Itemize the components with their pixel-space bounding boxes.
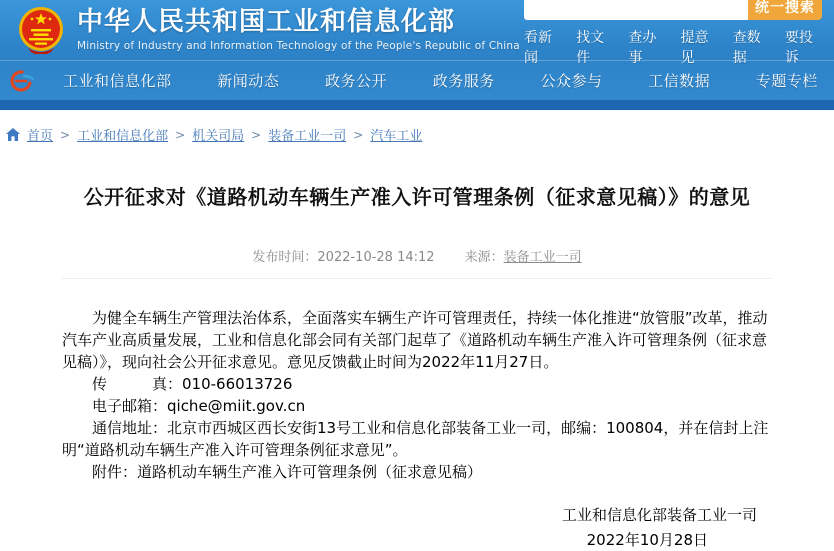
nav-bottom-strip [0, 100, 834, 110]
signature-date: 2022年10月28日 [586, 531, 708, 549]
signature-block [62, 504, 772, 551]
article-body [62, 307, 772, 551]
breadcrumb-separator: > [60, 127, 71, 142]
search-area [524, 0, 822, 67]
quick-link-feedback[interactable]: 提意见 [680, 30, 709, 66]
quick-link-data[interactable]: 查数据 [732, 30, 761, 66]
site-title-group [77, 8, 520, 52]
attachment-link[interactable]: 附件：道路机动车辆生产准入许可管理条例（征求意见稿） [92, 463, 483, 481]
nav-item-news[interactable]: 新闻动态 [217, 72, 280, 90]
miit-logo-icon[interactable] [8, 68, 35, 94]
breadcrumb [0, 110, 834, 154]
site-header [0, 0, 834, 66]
home-icon[interactable] [6, 128, 20, 141]
unified-search-button[interactable]: 统一搜索 [748, 0, 822, 20]
nav-item-miit[interactable]: 工业和信息化部 [63, 72, 172, 90]
quick-link-documents[interactable]: 找文件 [576, 30, 605, 66]
email-line: 电子邮箱：qiche@miit.gov.cn [92, 397, 306, 415]
fax-line: 传 真：010-66013726 [92, 375, 293, 393]
quick-links [524, 27, 822, 67]
nav-item-gov-info[interactable]: 政务公开 [324, 72, 387, 90]
signature-department: 工业和信息化部装备工业一司 [561, 506, 757, 524]
breadcrumb-departments[interactable]: 机关司局 [192, 129, 245, 144]
search-input[interactable] [524, 0, 748, 20]
quick-link-news[interactable]: 看新闻 [524, 30, 552, 66]
paragraph-intro: 为健全车辆生产管理法治体系，全面落实车辆生产许可管理责任，持续一体化推进“放管服”改革，推动汽车产业高质量发展，工业和信息化部会同有关部门起草了《道路机动车辆生产准入许可管理条例（征求意见稿）》，现向社会公开征求意见。意见反馈截止时间为2022年11月27日。 [62, 309, 768, 371]
nav-item-gov-services[interactable]: 政务服务 [432, 72, 495, 90]
quick-link-services[interactable]: 查办事 [628, 30, 657, 66]
national-emblem-icon [18, 6, 64, 54]
breadcrumb-auto-industry[interactable]: 汽车工业 [370, 129, 423, 144]
publish-time-label: 发布时间： [252, 250, 318, 265]
quick-link-complaint[interactable]: 要投诉 [784, 30, 813, 66]
site-title[interactable]: 中华人民共和国工业和信息化部 [77, 7, 456, 38]
site-subtitle-en: Ministry of Industry and Information Technology of the People's Republic of China [77, 39, 520, 52]
page-title: 公开征求对《道路机动车辆生产准入许可管理条例（征求意见稿）》的意见 [83, 185, 751, 209]
breadcrumb-separator: > [353, 127, 364, 142]
breadcrumb-miit[interactable]: 工业和信息化部 [77, 129, 169, 144]
source-label: 来源： [464, 250, 504, 265]
breadcrumb-separator: > [251, 127, 262, 142]
breadcrumb-home[interactable]: 首页 [27, 129, 54, 144]
nav-item-special-topics[interactable]: 专题专栏 [755, 72, 818, 90]
address-line: 通信地址：北京市西城区西长安街13号工业和信息化部装备工业一司，邮编：100804，并在信封上注明“道路机动车辆生产准入许可管理条例征求意见”。 [62, 419, 769, 459]
article-meta [62, 246, 772, 279]
breadcrumb-separator: > [175, 127, 186, 142]
source-link[interactable]: 装备工业一司 [503, 250, 582, 265]
nav-items [63, 70, 820, 91]
article [62, 181, 772, 551]
site-brand [18, 6, 520, 54]
breadcrumb-equipment-dept[interactable]: 装备工业一司 [268, 129, 347, 144]
nav-item-data[interactable]: 工信数据 [648, 72, 711, 90]
nav-item-public-participation[interactable]: 公众参与 [540, 72, 603, 90]
publish-time-value: 2022-10-28 14:12 [317, 250, 435, 265]
